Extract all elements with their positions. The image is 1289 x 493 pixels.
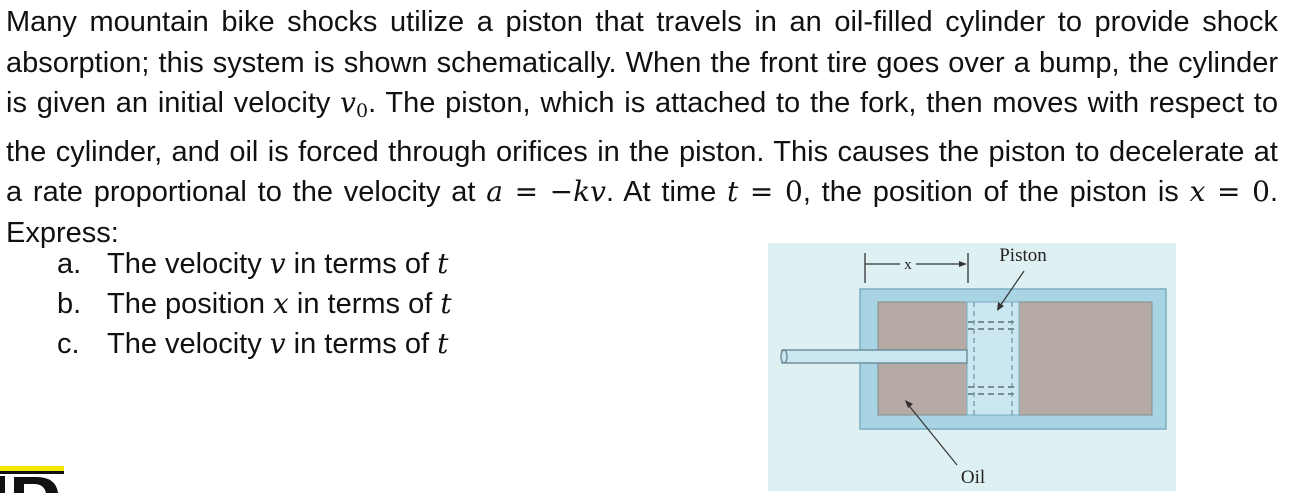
question-part-b: b. The position x in terms of t xyxy=(57,284,452,324)
oil-right-chamber xyxy=(1019,302,1152,415)
question-part-c: c. The velocity v in terms of t xyxy=(57,324,452,364)
shock-absorber-figure xyxy=(768,243,1176,491)
problem-text-5: . Express: xyxy=(6,176,1278,249)
part-variable: v xyxy=(269,327,286,360)
part-variable-t: t xyxy=(440,287,452,320)
acceleration-equals: = − xyxy=(502,175,574,209)
time-symbol: t xyxy=(727,175,739,209)
part-letter: b. xyxy=(57,288,82,320)
problem-text-2: . The piston, which is attached to the fork, then moves with respect to the cylinder, and oil is forced through orifices in the piston. This causes the piston to decelerate at a rate proportional to the velocity at xyxy=(6,87,1278,209)
part-variable-t: t xyxy=(437,327,449,360)
problem-text-3: . At time xyxy=(605,176,727,209)
question-part-a: a. The velocity v in terms of t xyxy=(57,244,452,284)
problem-paragraph xyxy=(6,2,1278,254)
shock-absorber-diagram xyxy=(768,243,1176,491)
problem-text-1: Many mountain bike shocks utilize a piston that travels in an oil-filled cylinder to provide shock absorption; this system is shown schematically. When the front tire goes over a bump, the cylinder is given an initial velocity xyxy=(6,6,1278,120)
part-letter: c. xyxy=(57,328,80,360)
x-dimension-label: x xyxy=(904,257,912,273)
acceleration-kv: kv xyxy=(573,175,606,209)
piston-rod-end xyxy=(781,350,787,363)
acceleration-symbol: a xyxy=(486,175,503,209)
problem-text-4: , the position of the piston is xyxy=(802,176,1190,209)
part-variable: v xyxy=(269,247,286,280)
oil-label: Oil xyxy=(960,467,986,488)
piston-head xyxy=(967,302,1019,415)
part-letter: a. xyxy=(57,248,82,280)
corner-logo-mark xyxy=(0,466,66,493)
logo-icon xyxy=(0,466,66,493)
part-variable-t: t xyxy=(437,247,449,280)
part-variable: x xyxy=(273,287,289,320)
piston-label: Piston xyxy=(999,245,1047,266)
position-equals-zero: = 0 xyxy=(1205,175,1270,209)
piston-rod xyxy=(782,350,967,363)
question-parts-list xyxy=(57,244,452,364)
position-symbol: x xyxy=(1189,175,1206,209)
time-equals-zero: = 0 xyxy=(738,175,803,209)
problem-statement xyxy=(6,2,1278,254)
initial-velocity-symbol: $v_0$ xyxy=(340,86,369,123)
